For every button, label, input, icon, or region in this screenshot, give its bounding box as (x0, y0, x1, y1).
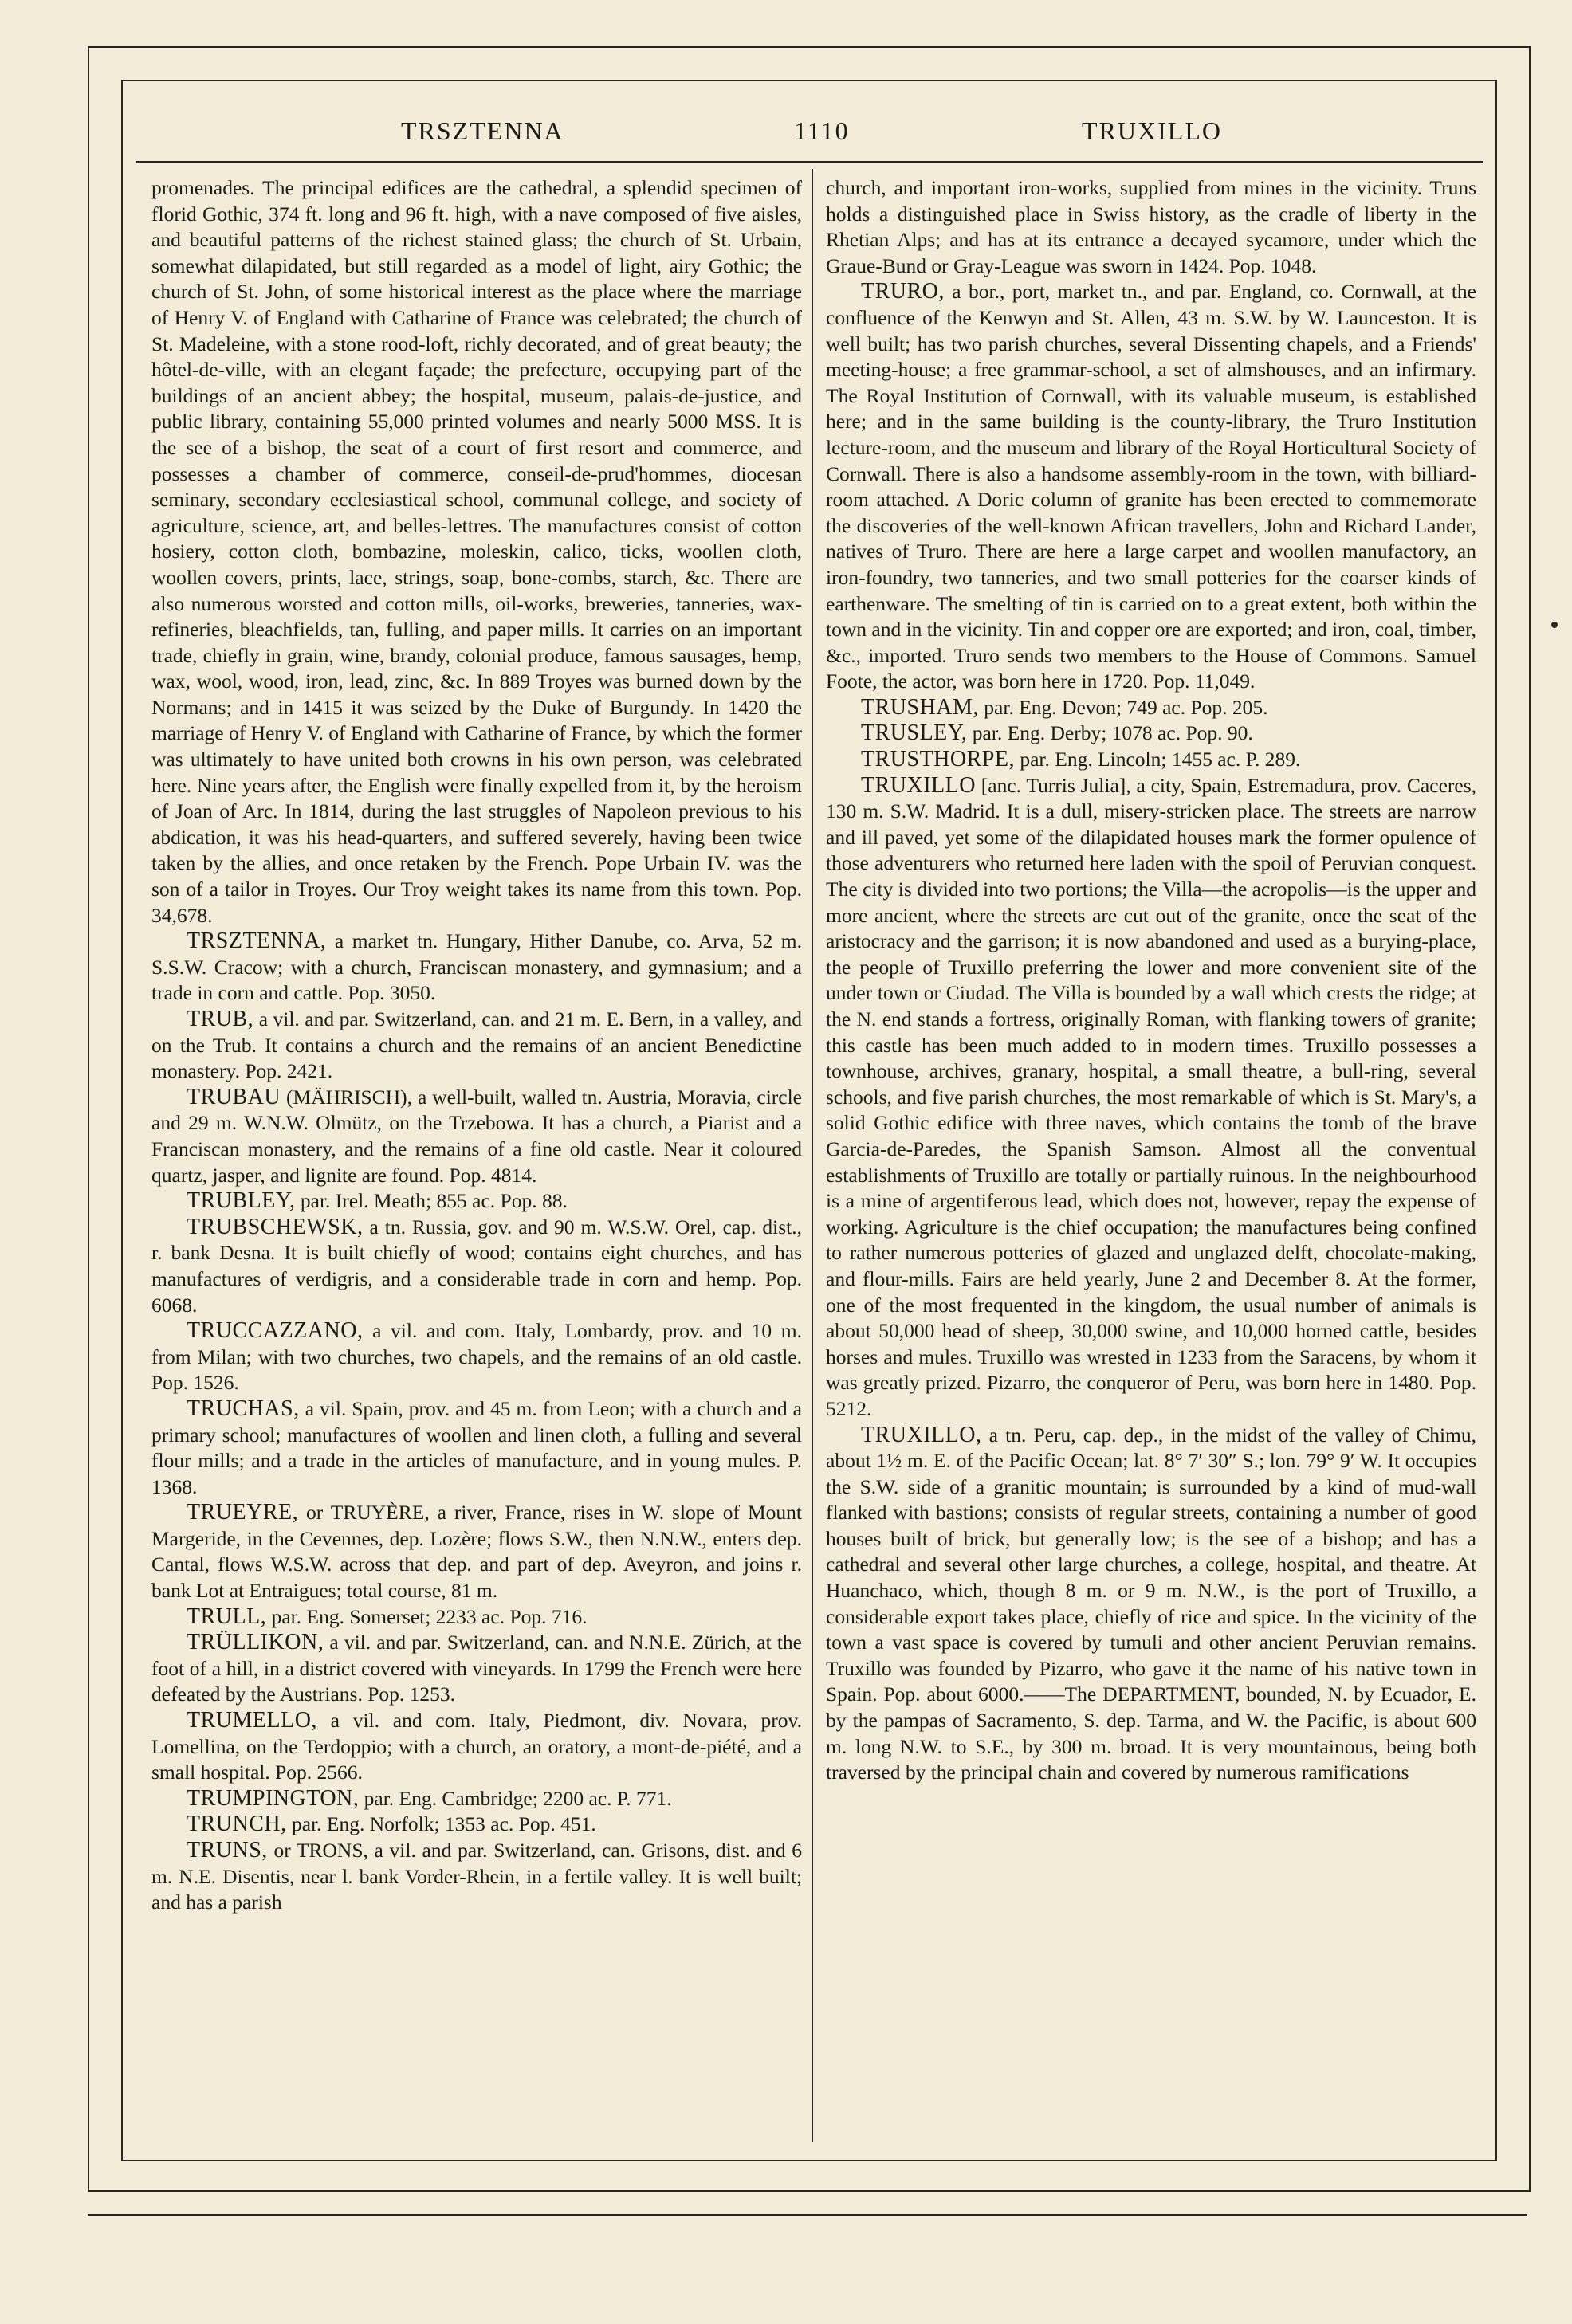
entry-text: par. Eng. Norfolk; 1353 ac. Pop. 451. (286, 1812, 596, 1836)
gazetteer-entry (826, 175, 1476, 279)
gazetteer-entry (151, 1188, 802, 1215)
entry-text: a vil. and com. Italy, Lombardy, prov. and 10 m. from Milan; with two churches, two chapels, and the remains of an old castle. Pop. 1526. (151, 1319, 802, 1395)
gazetteer-entry (151, 1500, 802, 1604)
entry-headword: TRUBLEY, (187, 1188, 296, 1214)
entry-text: par. Irel. Meath; 855 ac. Pop. 88. (295, 1189, 568, 1213)
entry-headword: TRUXILLO, (861, 1422, 982, 1447)
entry-headword: TRUBSCHEWSK, (187, 1214, 364, 1239)
gazetteer-entry (826, 279, 1476, 695)
gazetteer-entry (826, 773, 1476, 1423)
gazetteer-entry (151, 1812, 802, 1838)
entry-text: a market tn. Hungary, Hither Danube, co. Arva, 52 m. S.S.W. Cracow; with a church, Franciscan monastery, and gymnasium; and a trade in corn and cattle. Pop. 3050. (151, 929, 802, 1005)
entry-text: a vil. and par. Switzerland, can. and 21 m. E. Bern, in a valley, and on the Trub. It contains a church and the remains of an ancient Benedictine monastery. Pop. 2421. (151, 1007, 802, 1083)
entry-text: a vil. Spain, prov. and 45 m. from Leon; with a church and a primary school; manufactures of woollen and linen cloth, a fulling and several flour mills; and a trade in the articles of manufacture, and in young mules. P. 1368. (151, 1396, 802, 1498)
gazetteer-entry (151, 1604, 802, 1631)
gazetteer-entry (151, 1396, 802, 1500)
gazetteer-entry (151, 928, 802, 1007)
entry-headword: TRUNS, (187, 1838, 268, 1863)
header-left-catchword: TRSZTENNA (401, 116, 564, 145)
gazetteer-entry (151, 1085, 802, 1188)
gazetteer-entry (151, 175, 802, 928)
entry-headword: TRUB, (187, 1007, 254, 1031)
entry-text: a vil. and com. Italy, Piedmont, div. Novara, prov. Lomellina, on the Terdoppio; with a church, an oratory, a mont-de-piété, and a small hospital. Pop. 2566. (151, 1709, 802, 1784)
entry-text: par. Eng. Derby; 1078 ac. Pop. 90. (967, 721, 1253, 745)
entry-headword: TRUXILLO (861, 772, 976, 798)
entry-headword: TRURO, (861, 279, 945, 304)
entry-text: par. Eng. Cambridge; 2200 ac. P. 771. (359, 1786, 672, 1810)
entry-headword: TRUCHAS, (187, 1396, 300, 1421)
gazetteer-entry (826, 1423, 1476, 1786)
gazetteer-entry (151, 1786, 802, 1812)
gazetteer-entry (826, 747, 1476, 773)
entry-text: promenades. The principal edifices are the cathedral, a splendid specimen of florid Gothic, 374 ft. long and 96 ft. high, with a nave composed of five aisles, and beautiful patterns of the richest stained glass; the church of St. Urbain, somewhat dilapidated, but still regarded as a model of light, airy Gothic; the church of St. John, of some historical interest as the place where the marriage of Henry V. of England with Catharine of France was celebrated; the church of St. Madeleine, with a stone rood-loft, richly decorated, and of great beauty; the hôtel-de-ville, with an elegant façade; the prefecture, occupying part of the buildings of an ancient abbey; the hospital, museum, palais-de-justice, and public library, containing 55,000 printed volumes and nearly 5000 MSS. It is the see of a bishop, the seat of a court of first resort and commerce, and possesses a chamber of commerce, conseil-de-prud'hommes, diocesan seminary, secondary ecclesiastical school, communal college, and society of agriculture, science, art, and belles-lettres. The manufactures consist of cotton hosiery, cotton cloth, bombazine, moleskin, calico, ticks, woollen cloth, woollen covers, prints, lace, strings, soap, bone-combs, starch, &c. There are also numerous worsted and cotton mills, oil-works, breweries, tanneries, wax-refineries, bleachfields, tan, fulling, and paper mills. It carries on an important trade, chiefly in grain, wine, brandy, colonial produce, famous sausages, hemp, wax, wool, wood, iron, lead, zinc, &c. In 889 Troyes was burned down by the Normans; and in 1415 it was seized by the Duke of Burgundy. In 1420 the marriage of Henry V. of England with Catharine of France, by which the former was ultimately to have united both crowns in his own person, was celebrated here. Nine years after, the English were finally expelled from it, by the heroism of Joan of Arc. In 1814, during the last struggles of Napoleon previous to his abdication, it was his head-quarters, and suffered severely, having been twice taken by the allies, and once retaken by the French. Pope Urbain IV. was the son of a tailor in Troyes. Our Troy weight takes its name from this town. Pop. 34,678. (151, 176, 802, 927)
entry-text: par. Eng. Lincoln; 1455 ac. P. 289. (1014, 748, 1301, 771)
entry-headword: TRSZTENNA, (187, 928, 327, 954)
entry-headword: TRUCCAZZANO, (187, 1318, 364, 1344)
gazetteer-entry (151, 1318, 802, 1396)
header-right-catchword: TRUXILLO (1082, 116, 1222, 145)
entry-headword: TRUBAU (187, 1084, 281, 1109)
entry-headword: TRUMPINGTON, (187, 1785, 360, 1811)
entry-text: (MÄHRISCH), a well-built, walled tn. Austria, Moravia, circle and 29 m. W.N.W. Olmütz, on the Trzebowa. It has a church, a Piarist and a Franciscan monastery, and the remains of a fine old castle. Near it coloured quartz, jasper, and lignite are found. Pop. 4814. (151, 1085, 802, 1187)
entry-headword: TRUEYRE, (187, 1500, 299, 1525)
entry-headword: TRUSHAM, (861, 694, 979, 720)
entry-text: or TRONS, a vil. and par. Switzerland, can. Grisons, dist. and 6 m. N.E. Disentis, near l. bank Vorder-Rhein, in a fertile valley. It is well built; and has a parish (151, 1839, 802, 1914)
gazetteer-entry (826, 695, 1476, 721)
header-rule (136, 161, 1483, 163)
entry-headword: TRUNCH, (187, 1812, 287, 1837)
running-header (136, 116, 1483, 155)
entry-headword: TRUMELLO, (187, 1708, 317, 1733)
margin-dot (1551, 622, 1558, 628)
entry-text: a vil. and par. Switzerland, can. and N.N.E. Zürich, at the foot of a hill, in a district covered with vineyards. In 1799 the French were here defeated by the Austrians. Pop. 1253. (151, 1631, 802, 1706)
entry-headword: TRUSLEY, (861, 720, 968, 746)
gazetteer-entry (151, 1838, 802, 1916)
entry-headword: TRULL, (187, 1604, 267, 1629)
gazetteer-entry (151, 1215, 802, 1318)
gazetteer-entry (151, 1007, 802, 1085)
bottom-rule (88, 2214, 1527, 2216)
entry-headword: TRUSTHORPE, (861, 747, 1015, 772)
entry-text: church, and important iron-works, supplied from mines in the vicinity. Truns holds a distinguished place in Swiss history, as the cradle of liberty in the Rhetian Alps; and has at its entrance a decayed sycamore, under which the Graue-Bund or Gray-League was sworn in 1424. Pop. 1048. (826, 176, 1476, 277)
entry-text: a bor., port, market tn., and par. England, co. Cornwall, at the confluence of the Kenwyn and St. Allen, 43 m. S.W. by W. Launceston. It is well built; has two parish churches, several Dissenting chapels, and a Friends' meeting-house; a free grammar-school, a set of almshouses, and an infirmary. The Royal Institution of Cornwall, with its valuable museum, is established here; and in the same building is the county-library, the Truro Institution lecture-room, and the museum and library of the Royal Horticultural Society of Cornwall. There is also a handsome assembly-room in the town, with billiard-room attached. A Doric column of granite has been erected to commemorate the discoveries of the well-known African travellers, John and Richard Lander, natives of Truro. There are here a large carpet and woollen manufactory, an iron-foundry, two tanneries, and two small potteries for the coarser kinds of earthenware. The smelting of tin is carried on to a great extent, both within the town and in the vicinity. Tin and copper ore are exported; and iron, coal, timber, &c., imported. Truro sends two members to the House of Commons. Samuel Foote, the actor, was born here in 1720. Pop. 11,049. (826, 280, 1476, 693)
entry-text: par. Eng. Somerset; 2233 ac. Pop. 716. (266, 1604, 588, 1628)
entry-text: a tn. Russia, gov. and 90 m. W.S.W. Orel, cap. dist., r. bank Desna. It is built chiefly of wood; contains eight churches, and has manufactures of verdigris, and a considerable trade in corn and hemp. Pop. 6068. (151, 1215, 802, 1317)
right-column (826, 175, 1476, 1786)
entry-text: [anc. Turris Julia], a city, Spain, Estremadura, prov. Caceres, 130 m. S.W. Madrid. It is a dull, misery-stricken place. The streets are narrow and ill paved, yet some of the dilapidated houses mark the former opulence of those adventurers who returned here laden with the spoil of Peruvian conquest. The city is divided into two portions; the Villa—the acropolis—is the upper and more ancient, where the streets are cut out of the granite, once the seat of the aristocracy and the garrison; it is now abandoned and used as a burying-place, the people of Truxillo preferring the lower and more convenient site of the under town or Ciudad. The Villa is bounded by a wall which crests the ridge; at the N. end stands a fortress, originally Roman, with flanking towers of granite; this castle has been much added to in modern times. Truxillo possesses a townhouse, archives, granary, hospital, a small theatre, a bull-ring, several schools, and five parish churches, the most remarkable of which is St. Mary's, a solid Gothic edifice with three naves, which contains the tomb of the brave Garcia-de-Paredes, the Spanish Samson. Almost all the conventual establishments of Truxillo are totally or partially ruinous. In the neighbourhood is a mine of argentiferous lead, which does not, however, repay the expense of working. Agriculture is the chief occupation; the manufactures being confined to rather numerous potteries of glazed and unglazed delft, chocolate-making, and flour-mills. Fairs are held yearly, June 2 and December 8. At the former, one of the most frequented in the kingdom, the usual number of animals is about 50,000 head of sheep, 30,000 swine, and 10,000 horned cattle, besides horses and mules. Truxillo was wrested in 1233 from the Saracens, by whom it was greatly prized. Pizarro, the conqueror of Peru, was born here in 1480. Pop. 5212. (826, 773, 1476, 1420)
page-number: 1110 (794, 116, 850, 145)
left-column (151, 175, 802, 1916)
column-divider (812, 169, 813, 2142)
entry-text: a tn. Peru, cap. dep., in the midst of the valley of Chimu, about 1½ m. E. of the Pacific Ocean; lat. 8° 7′ 30″ S.; lon. 79° 9′ W. It occupies the S.W. side of a granitic mountain; is surrounded by a kind of mud-wall flanked with bastions; consists of regular streets, containing a number of good houses built of brick, but generally low; is the see of a bishop; and has a cathedral and several other large churches, a college, hospital, and theatre. At Huanchaco, which, though 8 m. or 9 m. N.W., is the port of Truxillo, a considerable export takes place, chiefly of rice and spice. In the vicinity of the town a vast space is covered by tumuli and other ancient Peruvian remains. Truxillo was founded by Pizarro, who gave it the name of his native town in Spain. Pop. about 6000.——The DEPARTMENT, bounded, N. by Ecuador, E. by the pampas of Sacramento, S. dep. Tarma, and W. the Pacific, is about 600 m. long N.W. to S.E., by 300 m. broad. It is very mountainous, being both traversed by the principal chain and covered by numerous ramifications (826, 1423, 1476, 1784)
entry-headword: TRÜLLIKON, (187, 1630, 324, 1655)
gazetteer-entry (826, 720, 1476, 747)
entry-text: or TRUYÈRE, a river, France, rises in W. slope of Mount Margeride, in the Cevennes, dep. Lozère; flows S.W., then N.N.W., enters dep. Cantal, flows W.S.W. across that dep. and part of dep. Aveyron, and joins r. bank Lot at Entraigues; total course, 81 m. (151, 1501, 802, 1603)
gazetteer-entry (151, 1708, 802, 1786)
entry-text: par. Eng. Devon; 749 ac. Pop. 205. (978, 695, 1268, 719)
gazetteer-entry (151, 1630, 802, 1708)
